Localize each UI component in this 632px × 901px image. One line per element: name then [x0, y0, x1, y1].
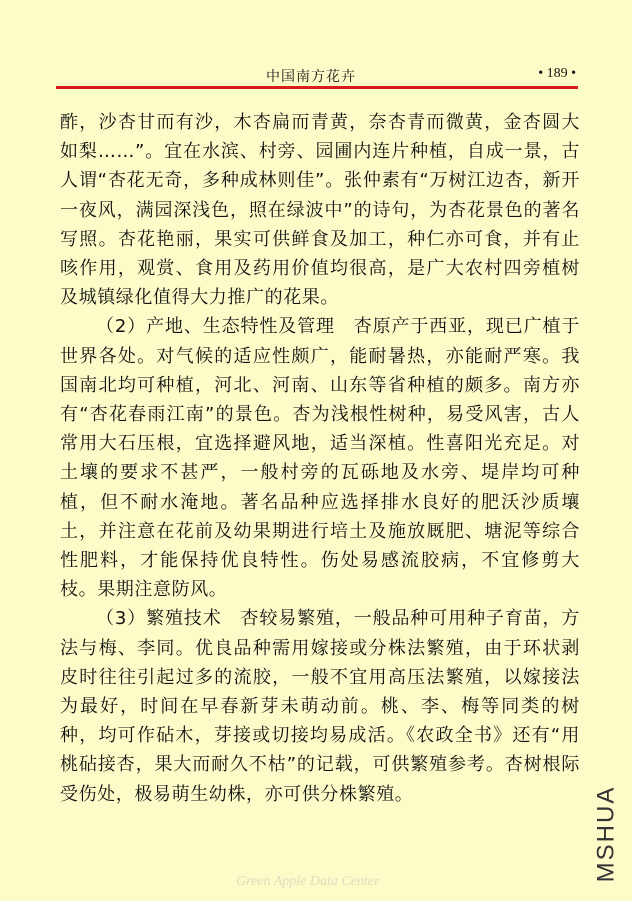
paragraph-continued: 酢，沙杏甘而有沙，木杏扁而青黄，奈杏青而微黄，金杏圆大如梨……”。宜在水滨、村旁、园圃内连片种植，自成一景，古人谓“杏花无奇，多种成林则佳”。张仲素有“万树江边杏，新开一夜风，满园深浅色，照在绿波中”的诗句，为杏花景色的著名写照。杏花艳丽，果实可供鲜食及加工，种仁亦可食，并有止咳作用，观赏、食用及药用价值均很高，是广大农村四旁植树及城镇绿化值得大力推广的花果。	[60, 112, 580, 309]
running-header	[56, 66, 576, 86]
side-watermark	[592, 780, 632, 890]
header-divider	[56, 86, 578, 89]
paragraph-origin-ecology: （2）产地、生态特性及管理 杏原产于西亚，现已广植于世界各处。对气候的适应性颇广，能耐暑热，亦能耐严寒。我国南北均可种植，河北、河南、山东等省种植的颇多。南方亦有“杏花春雨江南”的景色。杏为浅根性树种，易受风害，古人常用大石压根，宜选择避风地，适当深植。性喜阳光充足。对土壤的要求不甚严，一般村旁的瓦砾地及水旁、堤岸均可种植，但不耐水淹地。著名品种应选择排水良好的肥沃沙质壤土，并注意在花前及幼果期进行培土及施放厩肥、塘泥等综合性肥料，才能保持优良特性。伤处易感流胶病，不宜修剪大枝。果期注意防风。	[60, 316, 580, 601]
page-body	[60, 108, 580, 809]
side-watermark-text: MSHUA	[592, 785, 620, 883]
paragraph-propagation: （3）繁殖技术 杏较易繁殖，一般品种可用种子育苗，方法与梅、李同。优良品种需用嫁接或分株法繁殖，由于环状剥皮时往往引起过多的流胶，一般不宜用高压法繁殖，以嫁接法为最好，时间在早春新芽未萌动前。桃、李、梅等同类的树种，均可作砧木，芽接或切接均易成活。《农政全书》还有“用桃砧接杏，果大而耐久不枯”的记载，可供繁殖参考。杏树根际受伤处，极易萌生幼株，亦可供分株繁殖。	[60, 608, 580, 805]
book-title: 中国南方花卉	[266, 69, 356, 85]
page-number: • 189 •	[538, 66, 576, 81]
footer-watermark: Green Apple Data Center	[236, 874, 380, 889]
